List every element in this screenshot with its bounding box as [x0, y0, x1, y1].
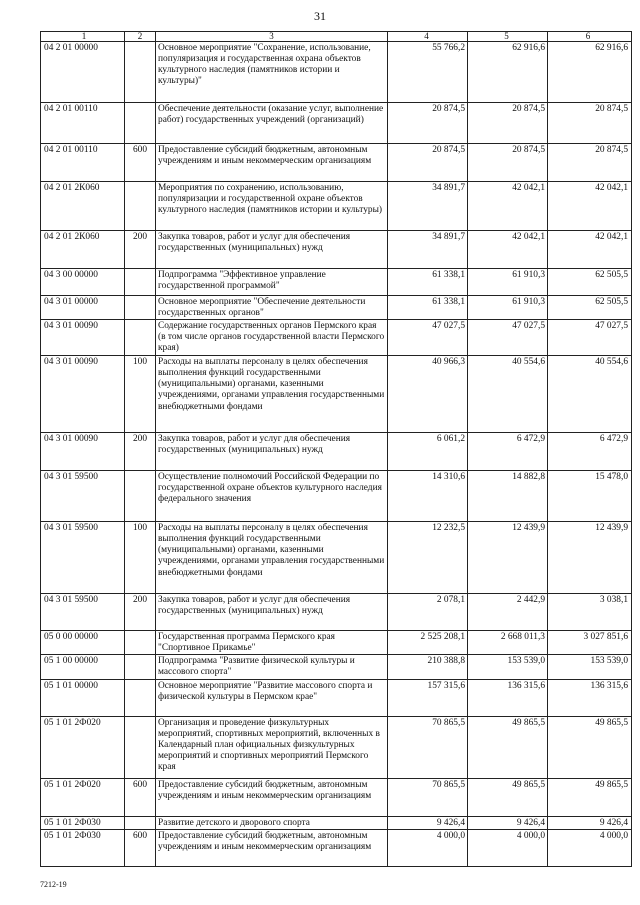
budget-code-cell: 04 3 00 00000	[41, 269, 125, 296]
budget-code-cell: 04 2 01 00110	[41, 103, 125, 144]
expense-type-cell: 100	[125, 356, 156, 433]
item-name-cell: Закупка товаров, работ и услуг для обеспечения государственных (муниципальных) нужд	[156, 594, 388, 631]
item-name-cell: Обеспечение деятельности (оказание услуг, выполнение работ) государственных учреждений (организаций)	[156, 103, 388, 144]
amount-year2-cell: 2 442,9	[468, 594, 548, 631]
budget-code-cell: 04 3 01 00090	[41, 433, 125, 471]
item-name-cell: Государственная программа Пермского края "Спортивное Прикамье"	[156, 631, 388, 655]
table-row	[41, 594, 632, 631]
amount-year2-cell: 14 882,8	[468, 471, 548, 522]
amount-year2-cell: 153 539,0	[468, 655, 548, 679]
item-name-cell: Осуществление полномочий Российской Федерации по государственной охране объектов культурного наследия федерального значения	[156, 471, 388, 522]
item-name-cell: Мероприятия по сохранению, использованию, популяризации и государственной охране объектов культурного наследия (памятников истории и культуры)	[156, 182, 388, 231]
item-name-cell: Основное мероприятие "Развитие массового спорта и физической культуры в Пермском крае"	[156, 679, 388, 716]
amount-year1-cell: 61 338,1	[388, 269, 468, 296]
expense-type-cell	[125, 269, 156, 296]
budget-code-cell: 05 1 01 2Ф020	[41, 716, 125, 778]
expense-type-cell: 600	[125, 144, 156, 182]
amount-year1-cell: 4 000,0	[388, 829, 468, 866]
column-number-row	[41, 32, 632, 42]
amount-year3-cell: 20 874,5	[548, 144, 632, 182]
item-name-cell: Расходы на выплаты персоналу в целях обеспечения выполнения функций государственными (муниципальными) органами, казенными учреждениями, органами управления государственными внебюджетными фондами	[156, 356, 388, 433]
column-header-3: 3	[156, 32, 388, 42]
budget-code-cell: 04 2 01 2К060	[41, 231, 125, 269]
budget-code-cell: 05 1 00 00000	[41, 655, 125, 679]
table-row	[41, 144, 632, 182]
amount-year3-cell: 3 038,1	[548, 594, 632, 631]
table-row	[41, 320, 632, 356]
expense-type-cell: 600	[125, 778, 156, 816]
amount-year1-cell: 47 027,5	[388, 320, 468, 356]
expense-type-cell: 200	[125, 231, 156, 269]
amount-year1-cell: 55 766,2	[388, 42, 468, 103]
item-name-cell: Расходы на выплаты персоналу в целях обеспечения выполнения функций государственными (муниципальными) органами, казенными учреждениями, органами управления государственными внебюджетными фондами	[156, 522, 388, 594]
amount-year3-cell: 12 439,9	[548, 522, 632, 594]
amount-year3-cell: 136 315,6	[548, 679, 632, 716]
amount-year1-cell: 157 315,6	[388, 679, 468, 716]
budget-table	[40, 31, 632, 867]
budget-code-cell: 05 1 01 00000	[41, 679, 125, 716]
amount-year3-cell: 49 865,5	[548, 716, 632, 778]
amount-year3-cell: 3 027 851,6	[548, 631, 632, 655]
amount-year1-cell: 61 338,1	[388, 296, 468, 320]
expense-type-cell: 200	[125, 594, 156, 631]
amount-year3-cell: 49 865,5	[548, 778, 632, 816]
table-row	[41, 655, 632, 679]
item-name-cell: Развитие детского и дворового спорта	[156, 816, 388, 829]
amount-year3-cell: 62 505,5	[548, 269, 632, 296]
expense-type-cell: 600	[125, 829, 156, 866]
amount-year3-cell: 9 426,4	[548, 816, 632, 829]
amount-year2-cell: 61 910,3	[468, 296, 548, 320]
expense-type-cell: 100	[125, 522, 156, 594]
expense-type-cell	[125, 655, 156, 679]
table-row	[41, 42, 632, 103]
amount-year2-cell: 40 554,6	[468, 356, 548, 433]
expense-type-cell: 200	[125, 433, 156, 471]
table-row	[41, 778, 632, 816]
expense-type-cell	[125, 471, 156, 522]
amount-year3-cell: 6 472,9	[548, 433, 632, 471]
item-name-cell: Подпрограмма "Эффективное управление государственной программой"	[156, 269, 388, 296]
budget-code-cell: 04 3 01 00000	[41, 296, 125, 320]
amount-year1-cell: 9 426,4	[388, 816, 468, 829]
amount-year2-cell: 9 426,4	[468, 816, 548, 829]
amount-year2-cell: 4 000,0	[468, 829, 548, 866]
table-row	[41, 829, 632, 866]
amount-year2-cell: 20 874,5	[468, 103, 548, 144]
amount-year2-cell: 12 439,9	[468, 522, 548, 594]
expense-type-cell	[125, 320, 156, 356]
amount-year3-cell: 15 478,0	[548, 471, 632, 522]
item-name-cell: Закупка товаров, работ и услуг для обеспечения государственных (муниципальных) нужд	[156, 433, 388, 471]
amount-year2-cell: 49 865,5	[468, 716, 548, 778]
expense-type-cell	[125, 716, 156, 778]
budget-code-cell: 04 2 01 00110	[41, 144, 125, 182]
item-name-cell: Закупка товаров, работ и услуг для обеспечения государственных (муниципальных) нужд	[156, 231, 388, 269]
budget-code-cell: 04 3 01 59500	[41, 522, 125, 594]
column-header-5: 5	[468, 32, 548, 42]
table-row	[41, 816, 632, 829]
amount-year3-cell: 47 027,5	[548, 320, 632, 356]
page-number: 31	[314, 9, 326, 23]
amount-year3-cell: 40 554,6	[548, 356, 632, 433]
amount-year3-cell: 62 505,5	[548, 296, 632, 320]
amount-year1-cell: 210 388,8	[388, 655, 468, 679]
item-name-cell: Подпрограмма "Развитие физической культуры и массового спорта"	[156, 655, 388, 679]
budget-code-cell: 05 1 01 2Ф030	[41, 829, 125, 866]
amount-year2-cell: 6 472,9	[468, 433, 548, 471]
table-row	[41, 356, 632, 433]
column-header-1: 1	[41, 32, 125, 42]
table-row	[41, 231, 632, 269]
item-name-cell: Содержание государственных органов Пермского края (в том числе органов государственной власти Пермского края)	[156, 320, 388, 356]
item-name-cell: Организация и проведение физкультурных мероприятий, спортивных мероприятий, включенных в Календарный план официальных физкультурных мероприятий и спортивных мероприятий Пермского края	[156, 716, 388, 778]
amount-year1-cell: 2 078,1	[388, 594, 468, 631]
amount-year1-cell: 34 891,7	[388, 231, 468, 269]
table-row	[41, 631, 632, 655]
item-name-cell: Основное мероприятие "Сохранение, использование, популяризация и государственная охрана объектов культурного наследия (памятников истории и культуры)"	[156, 42, 388, 103]
item-name-cell: Предоставление субсидий бюджетным, автономным учреждениям и иным некоммерческим организациям	[156, 778, 388, 816]
table-body	[41, 42, 632, 867]
table-row	[41, 433, 632, 471]
amount-year1-cell: 14 310,6	[388, 471, 468, 522]
budget-code-cell: 05 1 01 2Ф020	[41, 778, 125, 816]
item-name-cell: Основное мероприятие "Обеспечение деятельности государственных органов"	[156, 296, 388, 320]
table-row	[41, 522, 632, 594]
budget-code-cell: 04 3 01 00090	[41, 356, 125, 433]
table-row	[41, 471, 632, 522]
budget-code-cell: 05 1 01 2Ф030	[41, 816, 125, 829]
amount-year1-cell: 20 874,5	[388, 144, 468, 182]
amount-year3-cell: 4 000,0	[548, 829, 632, 866]
amount-year1-cell: 70 865,5	[388, 716, 468, 778]
table-row	[41, 296, 632, 320]
amount-year1-cell: 70 865,5	[388, 778, 468, 816]
table-row	[41, 182, 632, 231]
amount-year1-cell: 2 525 208,1	[388, 631, 468, 655]
amount-year1-cell: 40 966,3	[388, 356, 468, 433]
table-row	[41, 716, 632, 778]
budget-code-cell: 04 2 01 2К060	[41, 182, 125, 231]
expense-type-cell	[125, 631, 156, 655]
budget-code-cell: 04 2 01 00000	[41, 42, 125, 103]
amount-year3-cell: 42 042,1	[548, 182, 632, 231]
table-row	[41, 269, 632, 296]
amount-year1-cell: 12 232,5	[388, 522, 468, 594]
table-row	[41, 679, 632, 716]
amount-year2-cell: 2 668 011,3	[468, 631, 548, 655]
amount-year2-cell: 61 910,3	[468, 269, 548, 296]
item-name-cell: Предоставление субсидий бюджетным, автономным учреждениям и иным некоммерческим организациям	[156, 829, 388, 866]
budget-code-cell: 04 3 01 00090	[41, 320, 125, 356]
column-header-6: 6	[548, 32, 632, 42]
item-name-cell: Предоставление субсидий бюджетным, автономным учреждениям и иным некоммерческим организациям	[156, 144, 388, 182]
column-header-2: 2	[125, 32, 156, 42]
footer-code: 7212-19	[40, 880, 67, 889]
amount-year3-cell: 62 916,6	[548, 42, 632, 103]
amount-year1-cell: 34 891,7	[388, 182, 468, 231]
table-row	[41, 103, 632, 144]
amount-year1-cell: 6 061,2	[388, 433, 468, 471]
expense-type-cell	[125, 296, 156, 320]
expense-type-cell	[125, 42, 156, 103]
amount-year1-cell: 20 874,5	[388, 103, 468, 144]
column-header-4: 4	[388, 32, 468, 42]
amount-year2-cell: 42 042,1	[468, 182, 548, 231]
amount-year3-cell: 153 539,0	[548, 655, 632, 679]
amount-year2-cell: 20 874,5	[468, 144, 548, 182]
amount-year2-cell: 62 916,6	[468, 42, 548, 103]
expense-type-cell	[125, 679, 156, 716]
expense-type-cell	[125, 182, 156, 231]
amount-year2-cell: 136 315,6	[468, 679, 548, 716]
amount-year2-cell: 47 027,5	[468, 320, 548, 356]
budget-code-cell: 04 3 01 59500	[41, 594, 125, 631]
amount-year2-cell: 49 865,5	[468, 778, 548, 816]
budget-code-cell: 04 3 01 59500	[41, 471, 125, 522]
amount-year3-cell: 20 874,5	[548, 103, 632, 144]
amount-year3-cell: 42 042,1	[548, 231, 632, 269]
expense-type-cell	[125, 816, 156, 829]
budget-code-cell: 05 0 00 00000	[41, 631, 125, 655]
amount-year2-cell: 42 042,1	[468, 231, 548, 269]
expense-type-cell	[125, 103, 156, 144]
